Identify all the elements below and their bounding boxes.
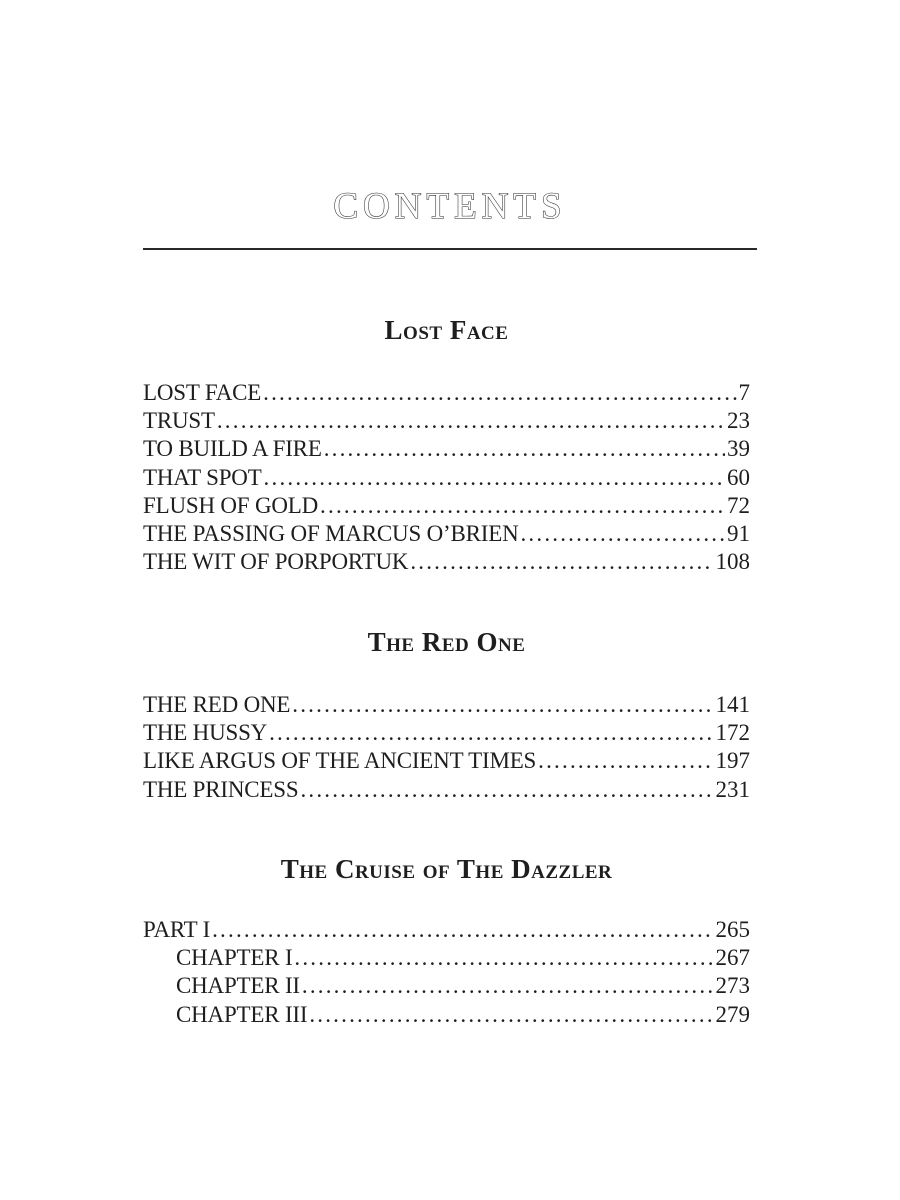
toc-list — [143, 691, 750, 804]
dot-leader — [309, 1001, 713, 1029]
dot-leader — [302, 972, 714, 1000]
toc-entry-title: THE WIT OF PORPORTUK — [143, 549, 409, 575]
toc-entry[interactable] — [143, 747, 750, 775]
toc-entry[interactable] — [143, 691, 750, 719]
dot-leader — [538, 747, 713, 775]
toc-entry[interactable] — [143, 944, 750, 972]
toc-entry-page: 265 — [715, 917, 750, 942]
dot-leader — [520, 520, 725, 548]
toc-entry[interactable] — [143, 776, 750, 804]
toc-entry-page: 39 — [727, 436, 750, 462]
dot-leader — [217, 407, 725, 435]
toc-entry-page: 72 — [727, 492, 750, 518]
toc-entry[interactable] — [143, 407, 750, 435]
toc-entry[interactable] — [143, 464, 750, 492]
toc-entry[interactable] — [143, 719, 750, 747]
title-rule — [143, 248, 757, 250]
toc-entry-title: THE HUSSY — [143, 720, 268, 746]
toc-entry-page: 267 — [715, 945, 750, 971]
toc-entry-page: 91 — [727, 520, 750, 546]
dot-leader — [410, 548, 713, 576]
dot-leader — [269, 719, 713, 747]
toc-entry-page: 7 — [738, 380, 750, 405]
toc-entry[interactable] — [143, 548, 750, 576]
section-the-cruise-of-the-dazzler — [143, 852, 750, 1029]
toc-entry[interactable] — [143, 492, 750, 520]
toc-entry-title: TRUST — [143, 408, 215, 434]
toc-entry-page: 279 — [715, 1001, 750, 1027]
toc-entry-page: 108 — [715, 549, 750, 575]
toc-entry-page: 172 — [715, 720, 750, 746]
toc-entry-page: 60 — [727, 464, 750, 490]
toc-entry-page: 197 — [715, 748, 750, 774]
toc-entry[interactable] — [143, 520, 750, 548]
toc-entry-title: LOST FACE — [143, 380, 262, 405]
dot-leader — [264, 464, 725, 492]
dot-leader — [212, 916, 713, 944]
toc-entry-page: 273 — [715, 973, 750, 999]
toc-entry-title: FLUSH OF GOLD — [143, 492, 319, 518]
toc-entry-title: LIKE ARGUS OF THE ANCIENT TIMES — [143, 748, 537, 774]
toc-entry[interactable] — [143, 1001, 750, 1029]
toc-entry-title: CHAPTER II — [176, 973, 300, 999]
dot-leader — [292, 691, 713, 719]
section-the-red-one — [143, 625, 750, 804]
toc-entry-title: THE RED ONE — [143, 692, 291, 717]
toc-entry-title: CHAPTER I — [176, 945, 293, 971]
section-lost-face — [143, 313, 750, 576]
dot-leader — [263, 379, 736, 407]
toc-entry-page: 231 — [715, 776, 750, 802]
toc-entry-title: THAT SPOT — [143, 464, 262, 490]
dot-leader — [320, 492, 725, 520]
toc-entry[interactable] — [143, 435, 750, 463]
dot-leader — [294, 944, 713, 972]
toc-entry-title: TO BUILD A FIRE — [143, 436, 322, 462]
toc-entry[interactable] — [143, 972, 750, 1000]
toc-entry[interactable] — [143, 379, 750, 407]
section-heading: The Cruise of The Dazzler — [280, 854, 613, 884]
toc-entry-title: PART I — [143, 917, 211, 942]
dot-leader — [300, 776, 713, 804]
dot-leader — [324, 435, 725, 463]
contents-title: CONTENTS — [333, 186, 567, 227]
toc-list — [143, 916, 750, 1029]
section-heading: Lost Face — [384, 315, 509, 345]
toc-entry[interactable] — [143, 916, 750, 944]
toc-entry-title: CHAPTER III — [176, 1001, 308, 1027]
toc-list — [143, 379, 750, 576]
toc-entry-title: THE PRINCESS — [143, 776, 299, 802]
toc-entry-title: THE PASSING OF MARCUS O’BRIEN — [143, 520, 519, 546]
toc-entry-page: 141 — [715, 692, 750, 717]
section-heading: The Red One — [367, 627, 526, 657]
toc-entry-page: 23 — [727, 408, 750, 434]
